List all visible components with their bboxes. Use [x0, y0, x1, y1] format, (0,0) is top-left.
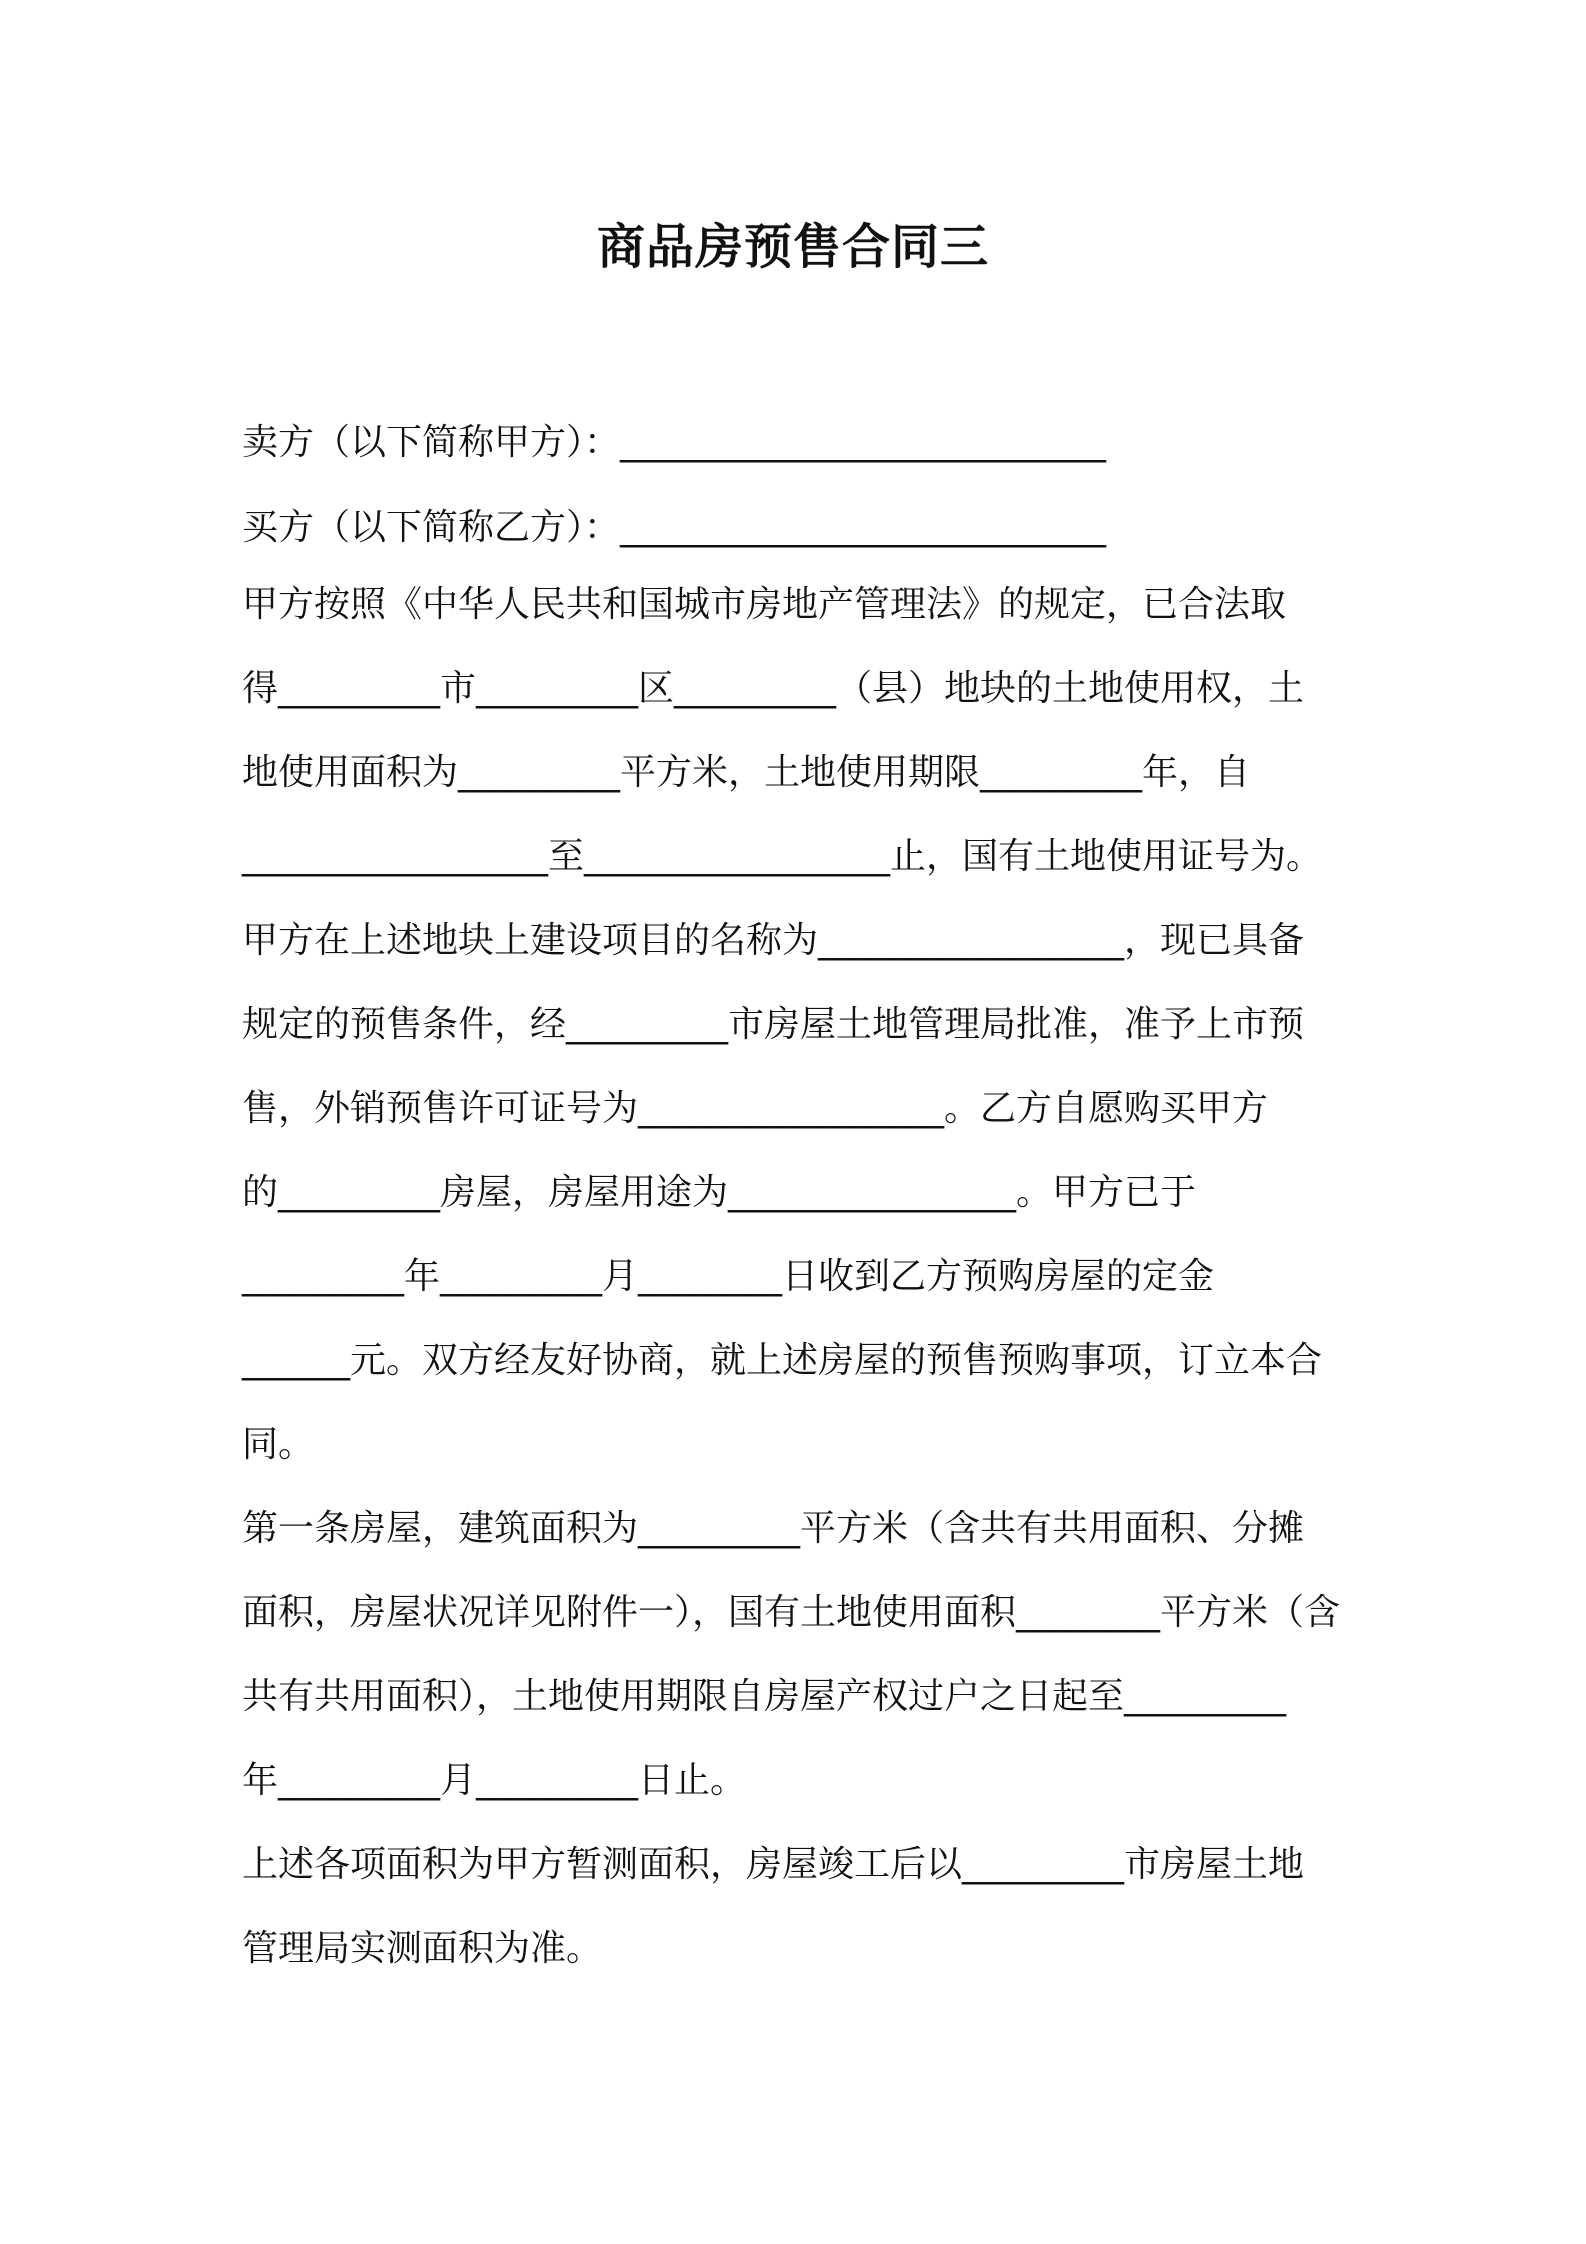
article-line: 面积，房屋状况详见附件一），国有土地使用面积________平方米（含	[242, 1592, 1341, 1633]
seller-line: 卖方（以下简称甲方）：___________________________	[242, 422, 1107, 463]
article-line: 管理局实测面积为准。	[242, 1928, 603, 1969]
article-line: 上述各项面积为甲方暂测面积，房屋竣工后以_________市房屋土地	[242, 1844, 1305, 1885]
article-line: 年_________月_________日止。	[242, 1760, 747, 1801]
paragraph-line: 甲方在上述地块上建设项目的名称为_________________，现已具备	[242, 920, 1305, 961]
article-line: 第一条房屋，建筑面积为_________平方米（含共有共用面积、分摊	[242, 1508, 1305, 1549]
document-title: 商品房预售合同三	[596, 219, 989, 275]
paragraph-line: 的_________房屋，房屋用途为________________。甲方已于	[242, 1172, 1197, 1213]
paragraph-line: 地使用面积为_________平方米，土地使用期限_________年，自	[242, 752, 1251, 793]
article-line: 共有共用面积），土地使用期限自房屋产权过户之日起至_________	[242, 1676, 1287, 1717]
paragraph-line: 售，外销预售许可证号为_________________。乙方自愿购买甲方	[242, 1088, 1269, 1129]
paragraph-line: 规定的预售条件，经_________市房屋土地管理局批准，准予上市预	[242, 1004, 1305, 1045]
paragraph-line: 同。	[242, 1424, 315, 1465]
paragraph-line: 得_________市_________区_________（县）地块的土地使用权，土	[242, 668, 1305, 709]
paragraph-line: 甲方按照《中华人民共和国城市房地产管理法》的规定，已合法取	[242, 584, 1287, 625]
paragraph-line: _________年_________月________日收到乙方预购房屋的定金	[242, 1256, 1215, 1297]
buyer-line: 买方（以下简称乙方）：___________________________	[242, 507, 1107, 548]
paragraph-line: _________________至_________________止，国有土地使用证号为。	[242, 836, 1323, 877]
paragraph-line: ______元。双方经友好协商，就上述房屋的预售预购事项，订立本合	[242, 1340, 1323, 1381]
